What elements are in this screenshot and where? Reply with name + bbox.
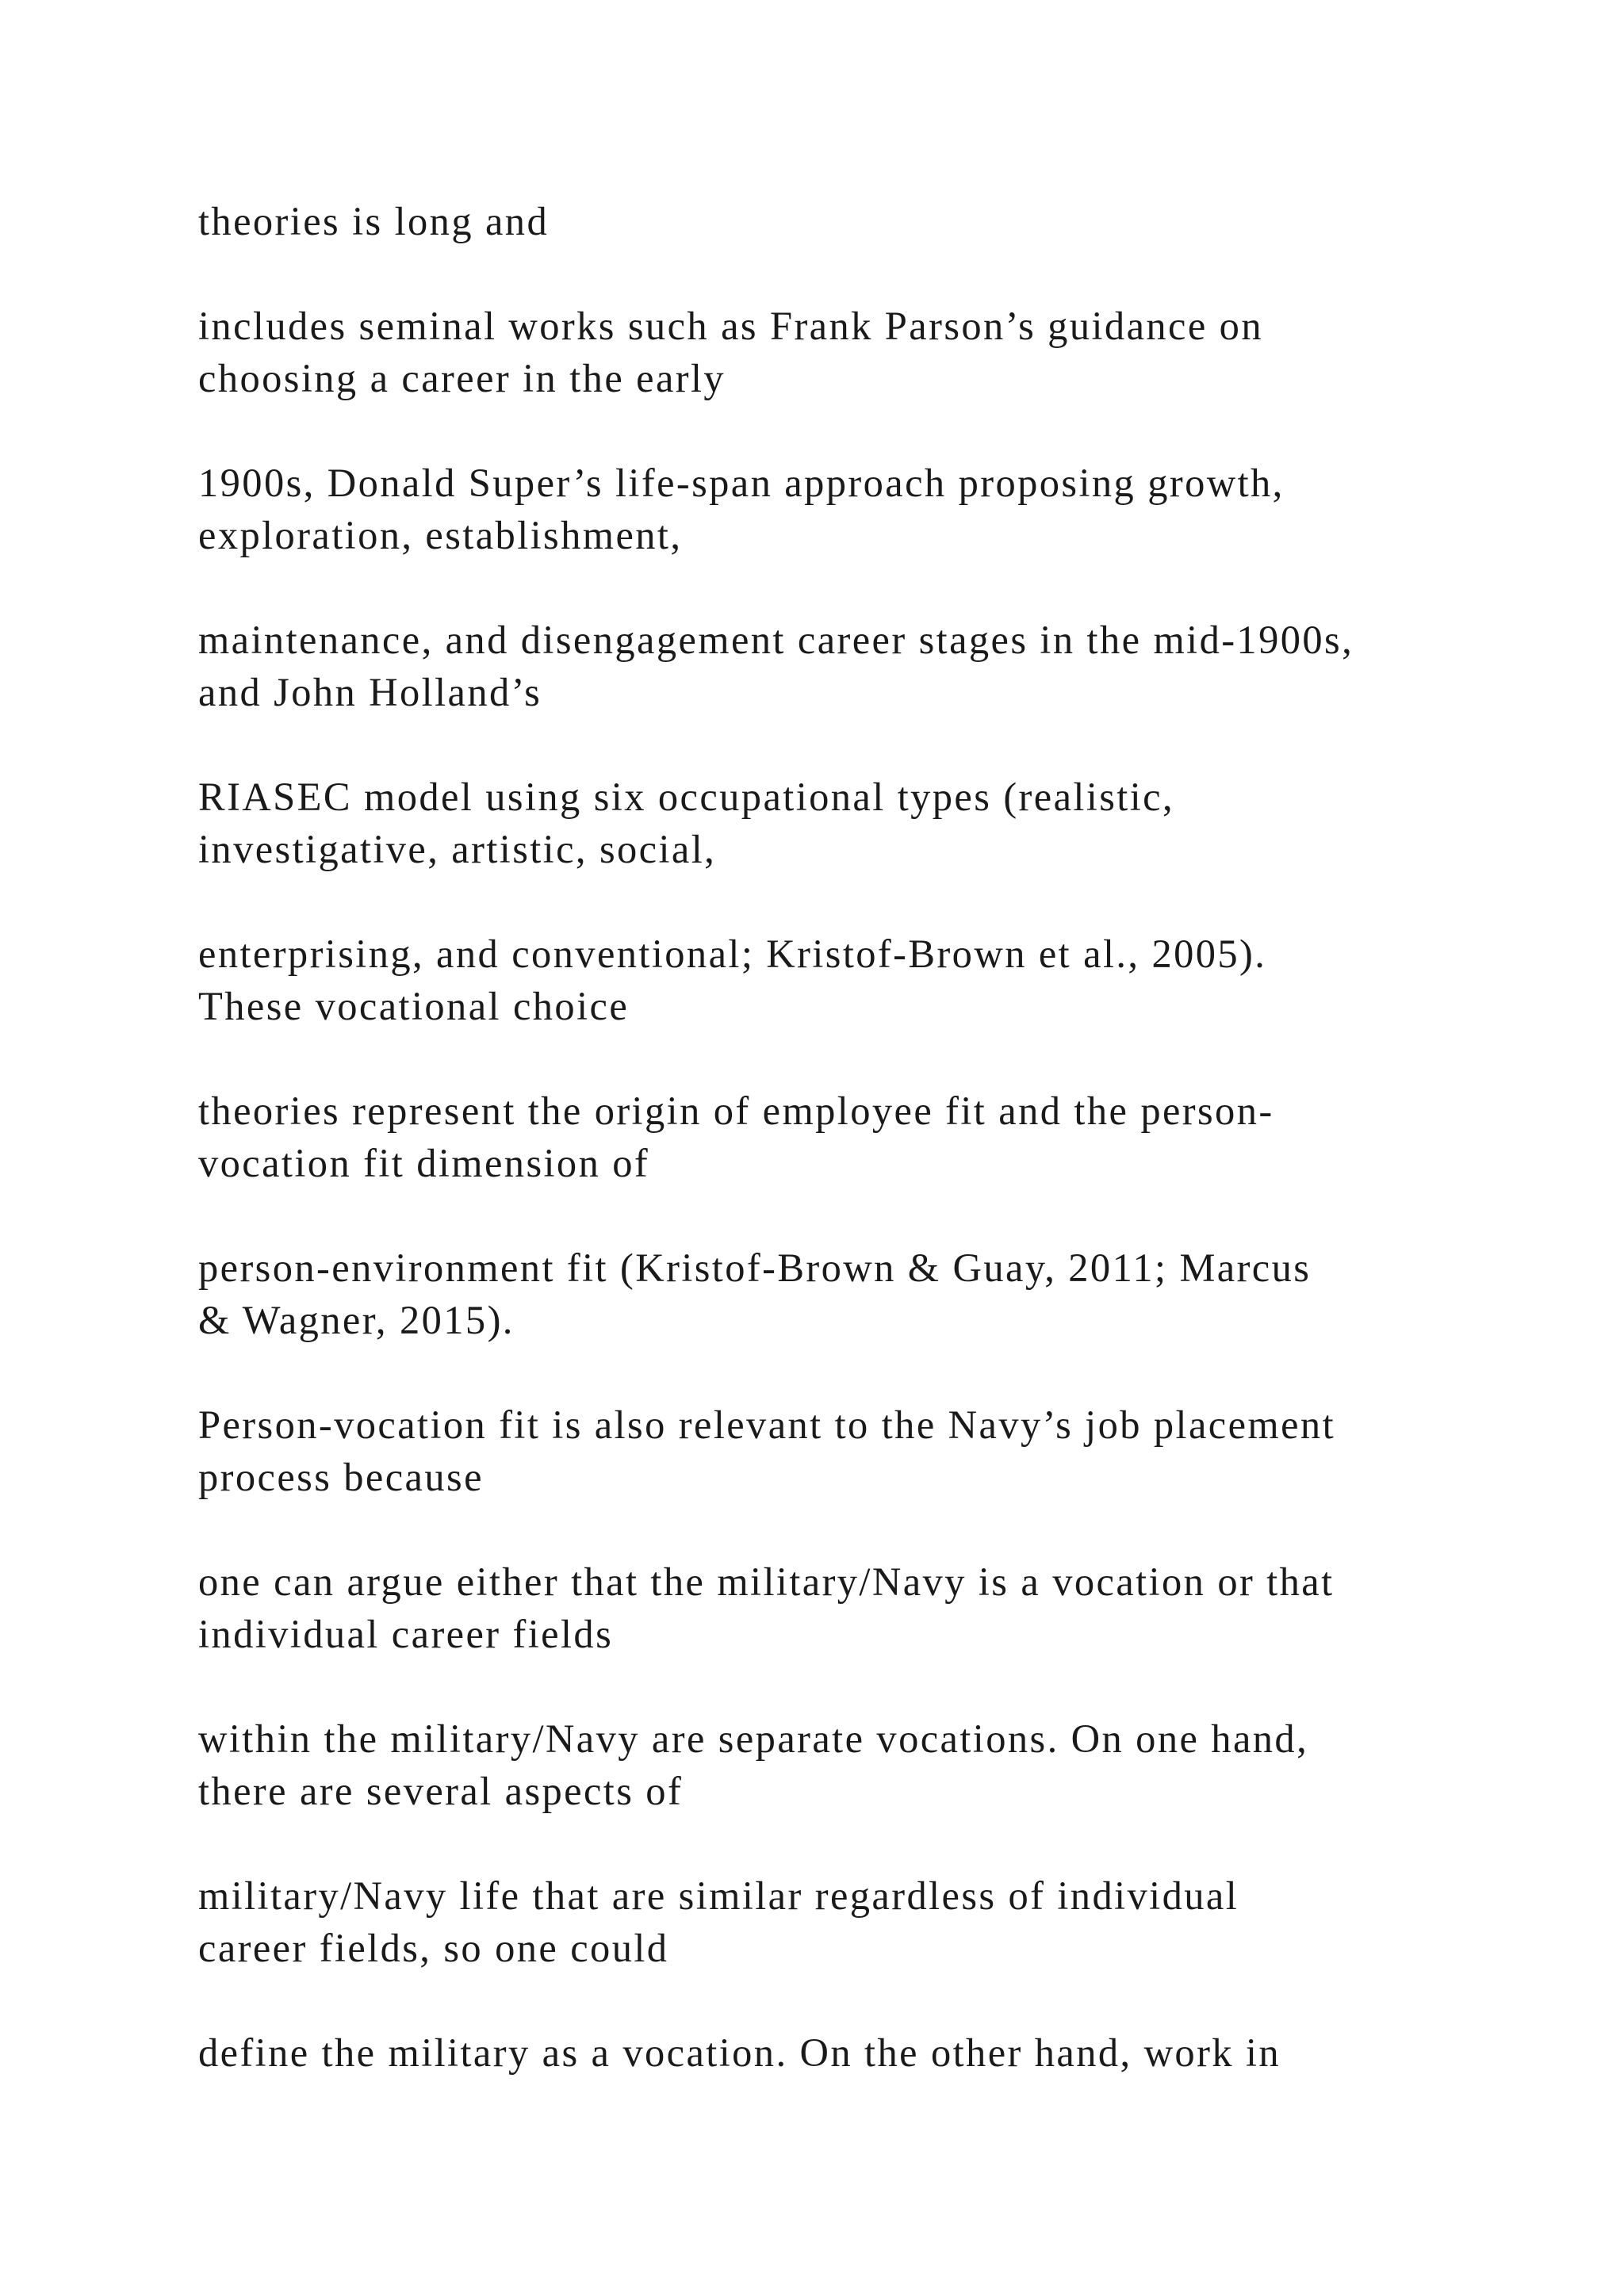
text-line: career fields, so one could	[198, 1926, 669, 1970]
text-line: enterprising, and conventional; Kristof-Brown et al., 2005).	[198, 932, 1267, 976]
text-line: there are several aspects of	[198, 1769, 684, 1813]
paragraph	[198, 1085, 1274, 1189]
text-line: individual career fields	[198, 1612, 614, 1656]
text-line: military/Navy life that are similar regardless of individual	[198, 1873, 1239, 1918]
text-line: 1900s, Donald Super’s life-span approach proposing growth,	[198, 461, 1285, 505]
text-line: & Wagner, 2015).	[198, 1298, 515, 1342]
text-line: theories represent the origin of employee fit and the person-	[198, 1089, 1274, 1133]
text-line: RIASEC model using six occupational types (realistic,	[198, 775, 1174, 819]
text-line: define the military as a vocation. On the other hand, work in	[198, 2030, 1281, 2075]
text-line: and John Holland’s	[198, 670, 542, 714]
text-line: exploration, establishment,	[198, 513, 683, 557]
text-line: within the military/Navy are separate vocations. On one hand,	[198, 1716, 1309, 1761]
text-line: theories is long and	[198, 199, 550, 243]
paragraph	[198, 1556, 1335, 1660]
paragraph	[198, 1712, 1308, 1817]
paragraph	[198, 771, 1174, 875]
text-line: process because	[198, 1455, 484, 1499]
text-line: one can argue either that the military/Navy is a vocation or that	[198, 1559, 1335, 1604]
text-line: These vocational choice	[198, 984, 630, 1028]
paragraph	[198, 195, 549, 247]
paragraph	[198, 614, 1354, 718]
paragraph	[198, 2026, 1281, 2079]
text-line: person-environment fit (Kristof-Brown & Guay, 2011; Marcus	[198, 1246, 1312, 1290]
text-line: investigative, artistic, social,	[198, 827, 717, 871]
text-line: vocation fit dimension of	[198, 1141, 650, 1185]
paragraph	[198, 1242, 1311, 1346]
paragraph	[198, 457, 1285, 561]
text-line: includes seminal works such as Frank Parson’s guidance on	[198, 304, 1263, 348]
text-line: maintenance, and disengagement career stages in the mid-1900s,	[198, 618, 1354, 662]
paragraph	[198, 300, 1263, 404]
paragraph	[198, 928, 1266, 1032]
paragraph	[198, 1869, 1239, 1974]
text-line: Person-vocation fit is also relevant to the Navy’s job placement	[198, 1402, 1336, 1447]
paragraph	[198, 1399, 1335, 1503]
text-line: choosing a career in the early	[198, 356, 726, 400]
